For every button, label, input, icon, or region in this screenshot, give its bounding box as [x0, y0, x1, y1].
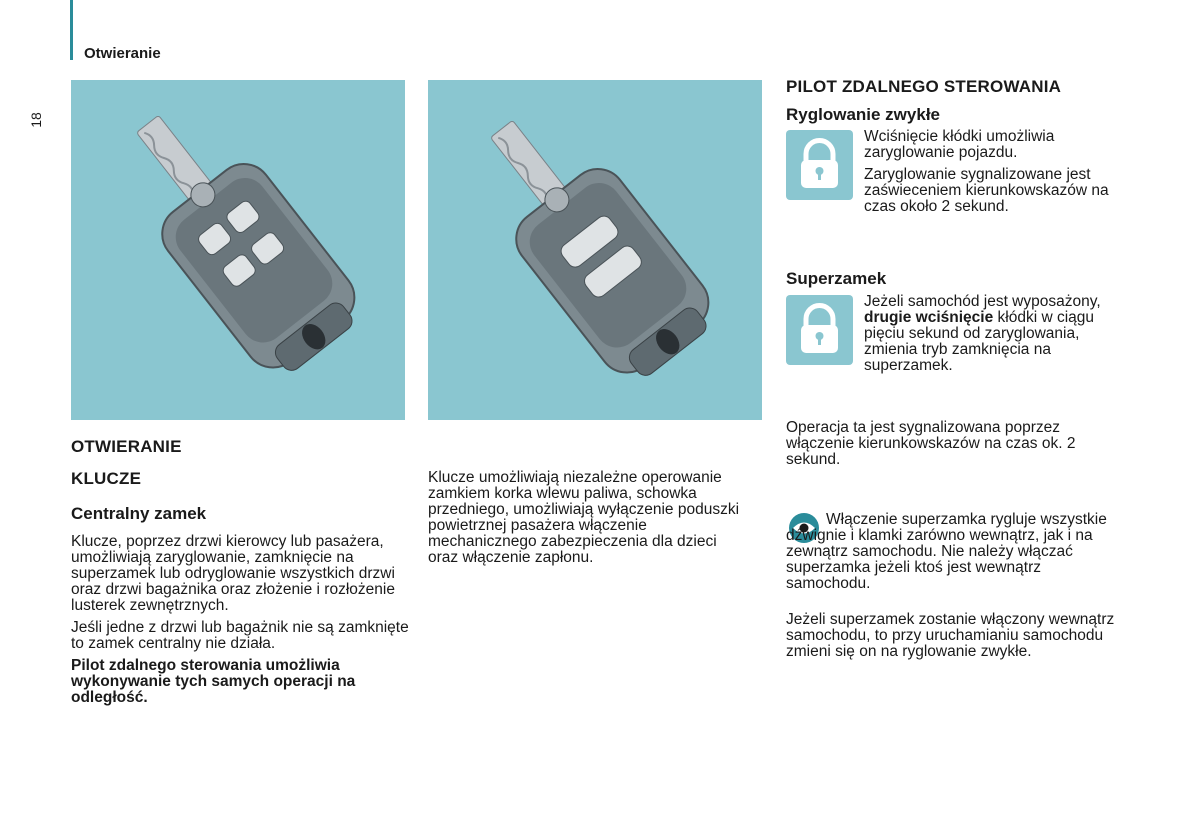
key-illustration-2-buttons	[428, 80, 762, 420]
heading-klucze: KLUCZE	[71, 469, 142, 488]
subheading-centralny-zamek: Centralny zamek	[71, 504, 207, 523]
heading-pilot: PILOT ZDALNEGO STEROWANIA	[786, 77, 1062, 96]
note-text-2	[786, 612, 1116, 666]
subheading-superzamek: Superzamek	[786, 269, 887, 288]
paragraph-bold: Pilot zdalnego sterowania umożliwia wykonywanie tych samych operacji na odległość.	[71, 657, 356, 706]
text-run-bold: drugie wciśnięcie	[864, 309, 994, 326]
paragraph: Wciśnięcie kłódki umożliwia zaryglowanie pojazdu.	[864, 128, 1055, 161]
lock-button-illustration	[786, 295, 853, 365]
page-number: 18	[27, 112, 44, 128]
superzamek-text	[864, 294, 1114, 374]
note-text	[786, 512, 1116, 598]
paragraph: Jeśli jedne z drzwi lub bagażnik nie są zamknięte to zamek centralny nie działa.	[71, 619, 409, 652]
paragraph: Klucze umożliwiają niezależne operowanie zamkiem korka wlewu paliwa, schowka przedniego, umożliwiają wyłączenie poduszki powietrznej pasażera włączenie mechanicznego zabezpieczenia dla dzieci oraz włączenie zapłonu.	[428, 469, 740, 566]
heading-otwieranie: OTWIERANIE	[71, 437, 182, 456]
header-accent-bar	[70, 0, 73, 60]
padlock-icon	[786, 130, 853, 200]
lock-button-illustration	[786, 130, 853, 200]
subheading-ryglowanie: Ryglowanie zwykłe	[786, 105, 940, 124]
left-body	[71, 534, 411, 712]
key-illustration-4-buttons	[71, 80, 405, 420]
paragraph: Jeżeli superzamek zostanie włączony wewnątrz samochodu, to przy uruchamianiu samochodu zmieni się on na ryglowanie zwykłe.	[786, 611, 1115, 660]
text-run: Jeżeli samochód jest wyposażony,	[864, 293, 1101, 310]
section-title: Otwieranie	[84, 45, 161, 62]
middle-body	[428, 470, 748, 572]
paragraph: Włączenie superzamka rygluje wszystkie dźwignie i klamki zarówno wewnątrz, jak i na zewnątrz samochodu. Nie należy włączać superzamka jeżeli ktoś jest wewnątrz samochodu.	[786, 511, 1107, 592]
signal-text	[786, 420, 1116, 474]
text-run: kłódki w ciągu pięciu sekund od zaryglowania, zmienia tryb zamknięcia na superzamek.	[864, 309, 1095, 374]
padlock-icon	[786, 295, 853, 365]
paragraph: Operacja ta jest sygnalizowana poprzez włączenie kierunkowskazów na czas ok. 2 sekund.	[786, 419, 1076, 468]
paragraph: Klucze, poprzez drzwi kierowcy lub pasażera, umożliwiają zaryglowanie, zamknięcie na superzamek lub odryglowanie wszystkich drzwi oraz drzwi bagażnika oraz złożenie i rozłożenie lusterek zewnętrznych.	[71, 533, 395, 614]
ryglowanie-text	[864, 129, 1114, 221]
paragraph: Zaryglowanie sygnalizowane jest zaświeceniem kierunkowskazów na czas około 2 sekund.	[864, 166, 1109, 215]
